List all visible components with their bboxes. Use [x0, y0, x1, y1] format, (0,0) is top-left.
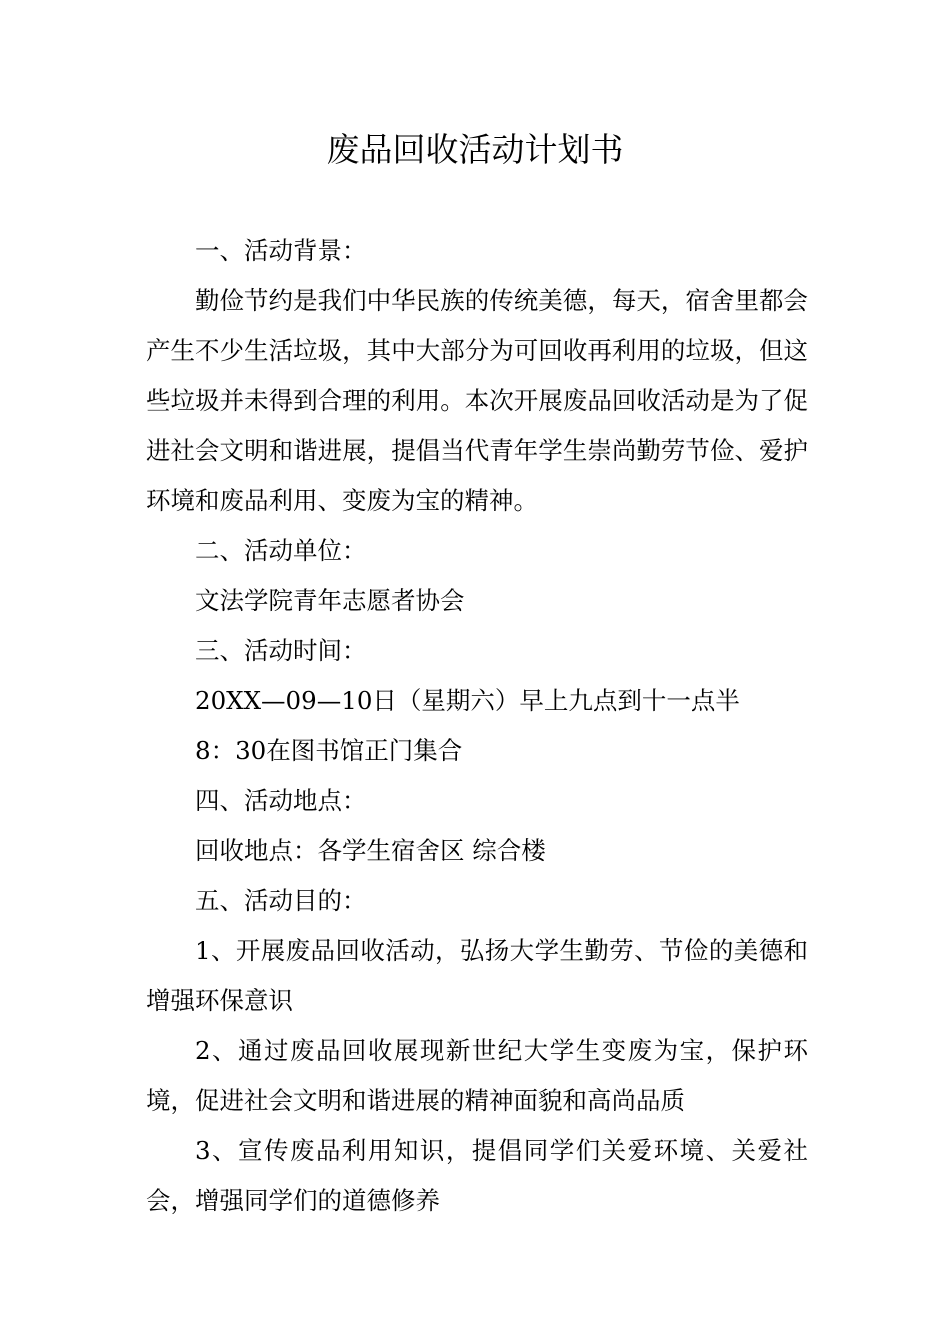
- section-heading-purpose: 五、活动目的：: [195, 886, 367, 915]
- section-heading-organizer: 二、活动单位：: [195, 536, 367, 565]
- assembly-text: 8：30在图书馆正门集合: [195, 736, 463, 765]
- time-text: 20XX—09—10日（星期六）早上九点到十一点半: [195, 686, 740, 715]
- document-title: 废品回收活动计划书: [326, 130, 624, 169]
- section-heading-background: 一、活动背景：: [195, 236, 367, 265]
- purpose-item-1: 1、开展废品回收活动，弘扬大学生勤劳、节俭的美德和增强环保意识: [146, 936, 808, 1015]
- organizer-text: 文法学院青年志愿者协会: [195, 586, 465, 615]
- section-heading-location: 四、活动地点：: [195, 786, 367, 815]
- location-text: 回收地点：各学生宿舍区 综合楼: [195, 836, 546, 865]
- background-paragraph: 勤俭节约是我们中华民族的传统美德，每天，宿舍里都会产生不少生活垃圾，其中大部分为可回收再利用的垃圾，但这些垃圾并未得到合理的利用。本次开展废品回收活动是为了促进社会文明和谐进展，提倡当代青年学生崇尚勤劳节俭、爱护环境和废品利用、变废为宝的精神。: [146, 286, 808, 515]
- document-body: [146, 226, 808, 1226]
- purpose-item-3: 3、宣传废品利用知识，提倡同学们关爱环境、关爱社会，增强同学们的道德修养: [146, 1136, 808, 1215]
- section-heading-time: 三、活动时间：: [195, 636, 367, 665]
- purpose-item-2: 2、通过废品回收展现新世纪大学生变废为宝，保护环境，促进社会文明和谐进展的精神面貌和高尚品质: [146, 1036, 808, 1115]
